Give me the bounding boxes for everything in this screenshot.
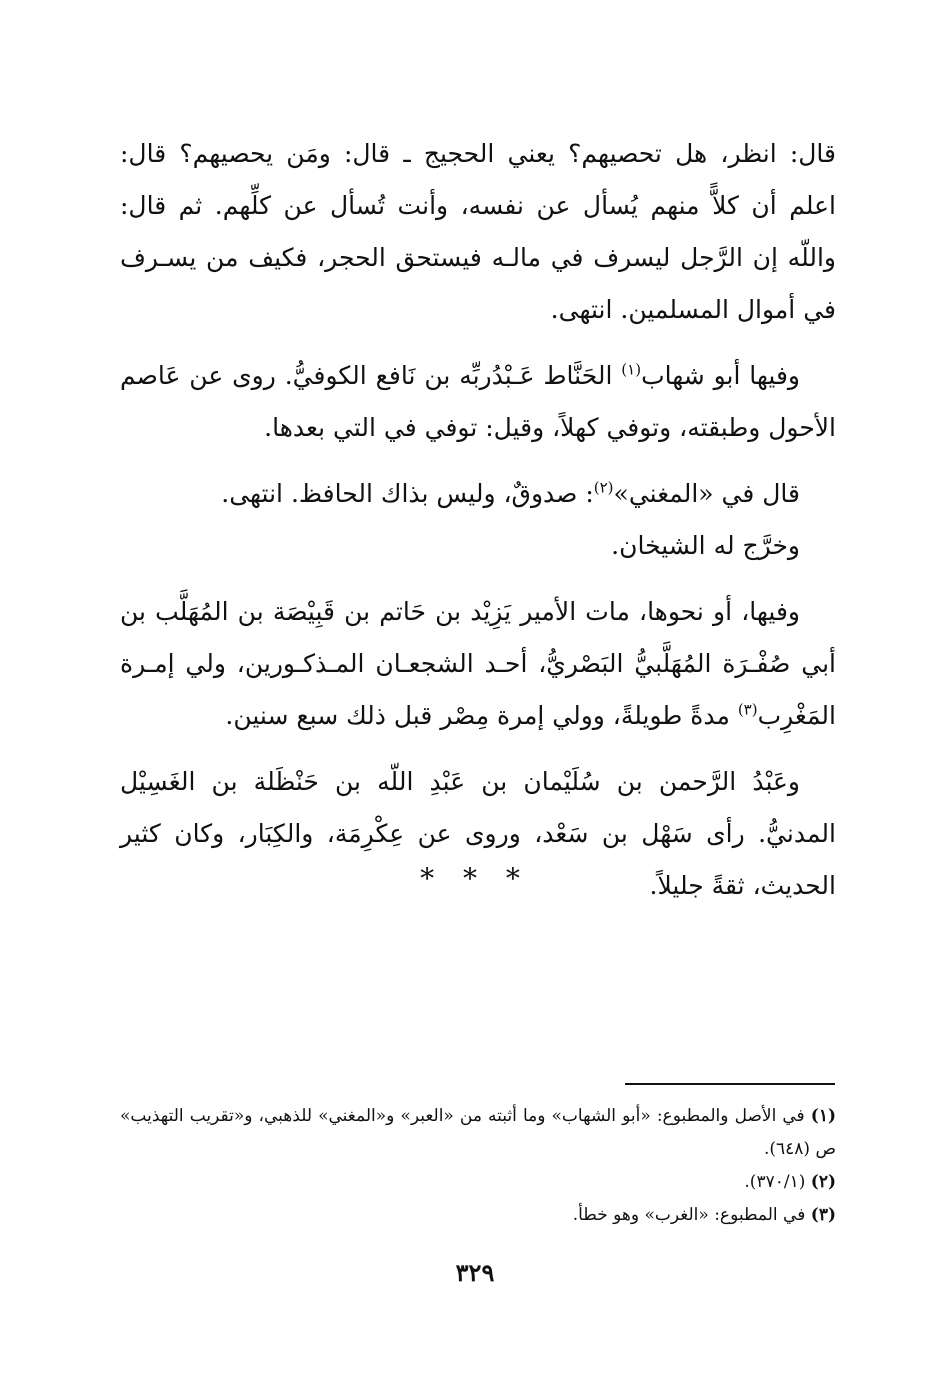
footnotes <box>120 1100 836 1232</box>
paragraph-5-start: وفيها، أو نحوها، مات الأمير يَزِيْد بن حَاتم بن قَبِيْصَة بن المُهَلَّب بن أبي صُفْـرَة المُهَلَّبيُّ البَصْريُّ، أحـد الشجعـان المـذكـورين، ولي إمـرة المَغْرِب <box>120 597 836 730</box>
paragraph-3-rest: : صدوقٌ، وليس بذاك الحافظ. انتهى. <box>221 479 594 508</box>
footnote-3 <box>120 1199 836 1232</box>
paragraph-5-rest: مدةً طويلةً، وولي إمرة مِصْر قبل ذلك سبع سنين. <box>225 701 738 730</box>
paragraph-2 <box>120 350 836 454</box>
footnote-rule <box>625 1083 835 1085</box>
footnote-2-number: (٢) <box>810 1172 836 1192</box>
paragraph-1: قال: انظر، هل تحصيهم؟ يعني الحجيج ـ قال: ومَن يحصيهم؟ قال: اعلم أن كلاًّ منهم يُسأل عن نفسه، وأنت تُسأل عن كلِّهم. ثم قال: واللّه إن الرَّجل ليسرف في مالـه فيستحق الحجر، فكيف من يسـرف في أموال المسلمين. انتهى. <box>120 139 836 324</box>
footnote-1-number: (١) <box>810 1106 836 1126</box>
footnote-ref-3[interactable]: (٣) <box>737 700 758 719</box>
paragraph-5 <box>120 586 836 742</box>
paragraph-4: وخرَّج له الشيخان. <box>611 531 800 560</box>
footnote-3-number: (٣) <box>810 1205 836 1225</box>
footnote-2-text: (٣٧٠/١). <box>744 1172 811 1192</box>
footnote-2 <box>120 1166 836 1199</box>
paragraph-3 <box>120 468 836 520</box>
paragraph-3-start: قال في «المغني» <box>613 479 800 508</box>
footnote-1 <box>120 1100 836 1166</box>
paragraph-2-rest: الحَنَّاط عَـبْدُربِّه بن نَافع الكوفيُّ. روى عن عَاصم الأحول وطبقته، وتوفي كهلاً، وقيل: توفي في التي بعدها. <box>120 361 836 442</box>
footnote-1-text: في الأصل والمطبوع: «أبو الشهاب» وما أثبته من «العبر» و«المغني» للذهبي، و«تقريب التهذيب» ص (٦٤٨). <box>120 1106 836 1159</box>
footnote-ref-1[interactable]: (١) <box>621 360 642 379</box>
footnote-ref-2[interactable]: (٢) <box>593 478 614 497</box>
paragraph-6: وعَبْدُ الرَّحمن بن سُلَيْمان بن عَبْدِ اللّه بن حَنْظَلة بن الغَسِيْل المدنيُّ. رأى سَهْل بن سَعْد، وروى عن عِكْرِمَة، والكِبَار، وكان كثير الحديث، ثقةً جليلاً. <box>120 767 836 900</box>
main-text <box>120 128 836 912</box>
section-divider: * * * <box>420 862 530 895</box>
paragraph-2-start: وفيها أبو شهاب <box>641 361 800 390</box>
page-number: ٣٢٩ <box>455 1258 495 1287</box>
footnote-3-text: في المطبوع: «الغرب» وهو خطأ. <box>572 1205 811 1225</box>
